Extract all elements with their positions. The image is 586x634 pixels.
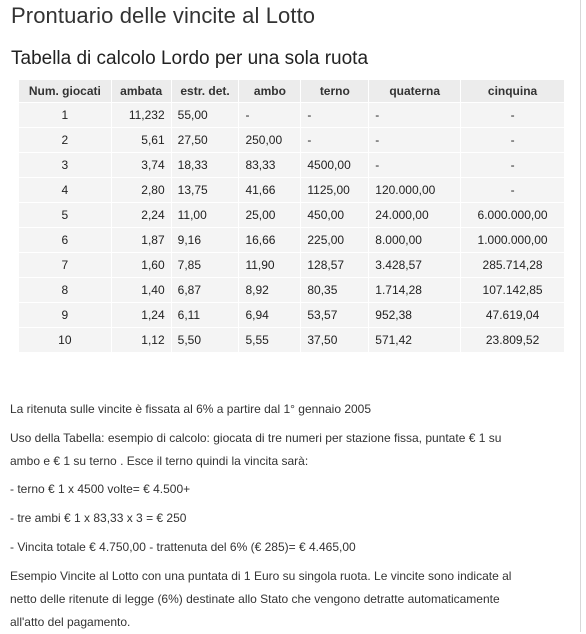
table-row [19, 253, 565, 278]
cell-num-giocati: 2 [19, 128, 112, 153]
page-title: Prontuario delle vincite al Lotto [11, 3, 316, 28]
header-estr-det: estr. det. [171, 80, 239, 103]
cell-quaterna: 8.000,00 [369, 228, 461, 253]
example-line: Esempio Vincite al Lotto con una puntata di 1 Euro su singola ruota. Le vincite sono indicate al [10, 569, 512, 583]
cell-estr-det: 18,33 [171, 153, 239, 178]
cell-ambo: 83,33 [239, 153, 301, 178]
cell-terno: - [301, 103, 369, 128]
table-row [19, 303, 565, 328]
table-row [19, 278, 565, 303]
cell-num-giocati: 6 [19, 228, 112, 253]
cell-ambata: 3,74 [111, 153, 171, 178]
cell-num-giocati: 10 [19, 328, 112, 353]
cell-estr-det: 13,75 [171, 178, 239, 203]
cell-estr-det: 55,00 [171, 103, 239, 128]
header-terno: terno [301, 80, 369, 103]
cell-cinquina: - [461, 153, 565, 178]
cell-ambo: 6,94 [239, 303, 301, 328]
header-ambata: ambata [111, 80, 171, 103]
cell-terno: 225,00 [301, 228, 369, 253]
cell-quaterna: - [369, 128, 461, 153]
table-row [19, 328, 565, 353]
header-ambo: ambo [239, 80, 301, 103]
cell-quaterna: 952,38 [369, 303, 461, 328]
cell-estr-det: 5,50 [171, 328, 239, 353]
cell-quaterna: 120.000,00 [369, 178, 461, 203]
example-line: netto delle ritenute di legge (6%) destinate allo Stato che vengono detratte automaticamente [10, 592, 500, 606]
cell-cinquina: 6.000.000,00 [461, 203, 565, 228]
table-row [19, 153, 565, 178]
cell-cinquina: 285.714,28 [461, 253, 565, 278]
cell-num-giocati: 9 [19, 303, 112, 328]
cell-terno: 80,35 [301, 278, 369, 303]
table-row [19, 203, 565, 228]
cell-ambo: - [239, 103, 301, 128]
usage-line: ambo e € 1 su terno . Esce il terno quindi la vincita sarà: [10, 454, 309, 468]
cell-ambo: 25,00 [239, 203, 301, 228]
ambi-calc: - tre ambi € 1 x 83,33 x 3 = € 250 [10, 511, 187, 525]
cell-quaterna: 571,42 [369, 328, 461, 353]
table-row [19, 228, 565, 253]
cell-ambo: 16,66 [239, 228, 301, 253]
cell-cinquina: 47.619,04 [461, 303, 565, 328]
usage-paragraph [10, 427, 501, 473]
cell-ambo: 11,90 [239, 253, 301, 278]
cell-estr-det: 9,16 [171, 228, 239, 253]
total-calc: - Vincita totale € 4.750,00 - trattenuta del 6% (€ 285)= € 4.465,00 [10, 540, 356, 554]
cell-terno: 450,00 [301, 203, 369, 228]
example-paragraph [10, 565, 511, 634]
cell-num-giocati: 8 [19, 278, 112, 303]
cell-cinquina: - [461, 128, 565, 153]
cell-quaterna: - [369, 103, 461, 128]
cell-cinquina: - [461, 178, 565, 203]
cell-terno: 4500,00 [301, 153, 369, 178]
cell-ambo: 8,92 [239, 278, 301, 303]
cell-ambata: 2,24 [111, 203, 171, 228]
table-row [19, 128, 565, 153]
table-header-row [19, 80, 565, 103]
cell-num-giocati: 7 [19, 253, 112, 278]
cell-ambata: 2,80 [111, 178, 171, 203]
cell-quaterna: 24.000,00 [369, 203, 461, 228]
cell-num-giocati: 1 [19, 103, 112, 128]
table-row [19, 103, 565, 128]
cell-terno: 1125,00 [301, 178, 369, 203]
cell-terno: 128,57 [301, 253, 369, 278]
header-num-giocati: Num. giocati [19, 80, 112, 103]
cell-ambata: 1,24 [111, 303, 171, 328]
cell-estr-det: 27,50 [171, 128, 239, 153]
cell-ambata: 1,12 [111, 328, 171, 353]
cell-ambo: 41,66 [239, 178, 301, 203]
cell-num-giocati: 5 [19, 203, 112, 228]
cell-cinquina: 107.142,85 [461, 278, 565, 303]
header-cinquina: cinquina [461, 80, 565, 103]
cell-estr-det: 11,00 [171, 203, 239, 228]
cell-ambata: 1,87 [111, 228, 171, 253]
terno-calc: - terno € 1 x 4500 volte= € 4.500+ [10, 482, 191, 496]
cell-cinquina: 1.000.000,00 [461, 228, 565, 253]
cell-terno: - [301, 128, 369, 153]
payout-table [18, 79, 565, 353]
table-subtitle: Tabella di calcolo Lordo per una sola ruota [11, 48, 369, 69]
cell-ambo: 5,55 [239, 328, 301, 353]
cell-ambata: 11,232 [111, 103, 171, 128]
cell-cinquina: 23.809,52 [461, 328, 565, 353]
cell-quaterna: 1.714,28 [369, 278, 461, 303]
cell-num-giocati: 3 [19, 153, 112, 178]
cell-ambata: 1,40 [111, 278, 171, 303]
table-body [19, 103, 565, 353]
cell-estr-det: 6,87 [171, 278, 239, 303]
cell-estr-det: 6,11 [171, 303, 239, 328]
cell-estr-det: 7,85 [171, 253, 239, 278]
cell-cinquina: - [461, 103, 565, 128]
table-row [19, 178, 565, 203]
example-line: all'atto del pagamento. [10, 615, 131, 629]
cell-terno: 53,57 [301, 303, 369, 328]
cell-ambo: 250,00 [239, 128, 301, 153]
cell-quaterna: 3.428,57 [369, 253, 461, 278]
cell-terno: 37,50 [301, 328, 369, 353]
header-quaterna: quaterna [369, 80, 461, 103]
cell-ambata: 5,61 [111, 128, 171, 153]
cell-num-giocati: 4 [19, 178, 112, 203]
usage-line: Uso della Tabella: esempio di calcolo: giocata di tre numeri per stazione fissa, puntate € 1 su [10, 431, 502, 445]
ritenuta-note: La ritenuta sulle vincite è fissata al 6% a partire dal 1° gennaio 2005 [10, 402, 372, 416]
cell-ambata: 1,60 [111, 253, 171, 278]
cell-quaterna: - [369, 153, 461, 178]
